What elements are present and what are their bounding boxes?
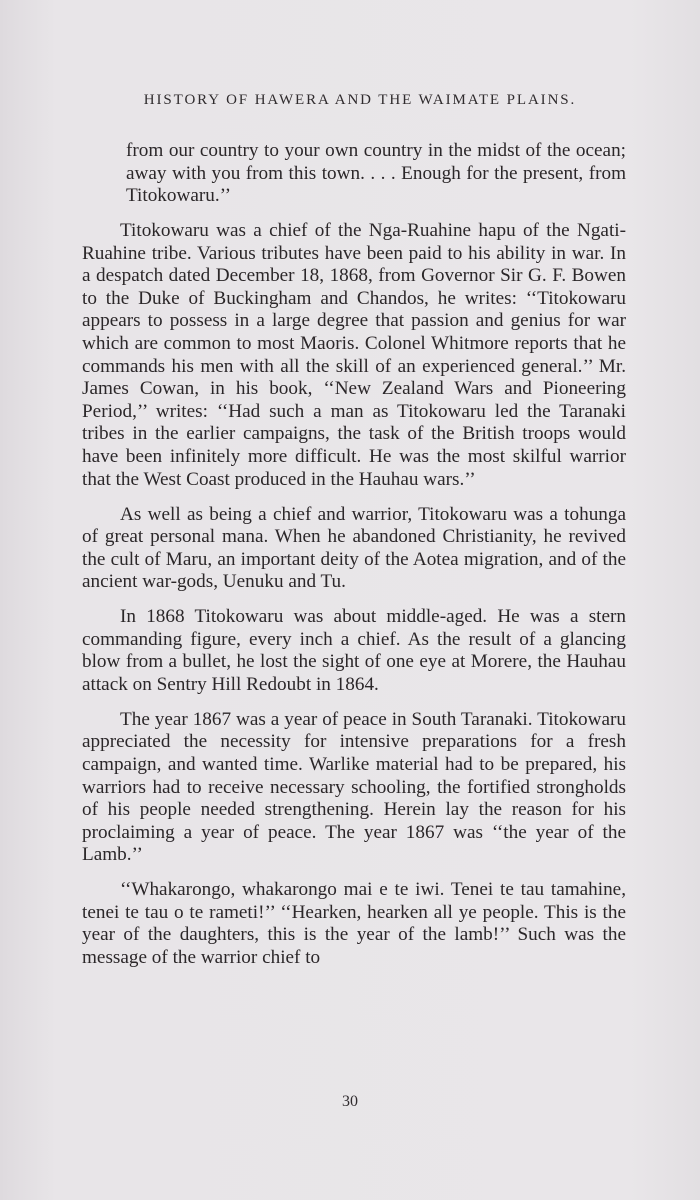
page-number: 30 <box>342 1093 358 1110</box>
running-head: HISTORY OF HAWERA AND THE WAIMATE PLAINS. <box>143 92 577 108</box>
paragraph-1868: In 1868 Titokowaru was about middle-aged. He was a stern commanding figure, every inch a chief. As the result of a glancing blow from a bullet, he lost the sight of one eye at Morere, the Hauhau attack on Sentry Hill Redoubt in 1864. <box>82 606 626 695</box>
paragraph-tohunga: As well as being a chief and warrior, Titokowaru was a tohunga of great personal mana. When he abandoned Christianity, he revived the cult of Maru, an important deity of the Aotea migration, and of the ancient war-gods, Uenuku and Tu. <box>82 503 626 593</box>
paragraph-year-of-peace: The year 1867 was a year of peace in South Taranaki. Titokowaru appreciated the necessity for intensive preparations for a fresh campaign, and wanted time. Warlike material had to be prepared, his warriors had to receive necessary schooling, the fortified strongholds of his people needed strengthening. Herein lay the reason for his proclaiming a year of peace. The year 1867 was ‘‘the year of the Lamb.’’ <box>82 708 626 866</box>
paragraph-titokowaru-tributes: Titokowaru was a chief of the Nga-Ruahine hapu of the Ngati-Ruahine tribe. Various tributes have been paid to his ability in war. In a despatch dated December 18, 1868, from Governor Sir G. F. Bowen to the Duke of Buckingham and Chandos, he writes: ‘‘Titokowaru appears to possess in a large degree that passion and genius for war which are common to most Maoris. Colonel Whitmore reports that he commands his men with all the skill of an experienced general.’’ Mr. James Cowan, in his book, ‘‘New Zealand Wars and Pioneering Period,’’ writes: ‘‘Had such a man as Titokowaru led the Taranaki tribes in the earlier campaigns, the task of the British troops would have been infinitely more difficult. He was the most skilful warrior that the West Coast produced in the Hauhau wars.’’ <box>82 220 626 490</box>
paragraph-whakarongo: ‘‘Whakarongo, whakarongo mai e te iwi. Tenei te tau tamahine, tenei te tau o te rameti!’’ ‘‘Hearken, hearken all ye people. This is the year of the daughters, this is the year of the lamb!’’ Such was the message of the warrior chief to <box>82 879 626 969</box>
paragraph-continuation: from our country to your own country in the midst of the ocean; away with you from this town. . . . Enough for the present, from Titokowaru.’’ <box>126 140 626 207</box>
body-text <box>82 140 626 982</box>
